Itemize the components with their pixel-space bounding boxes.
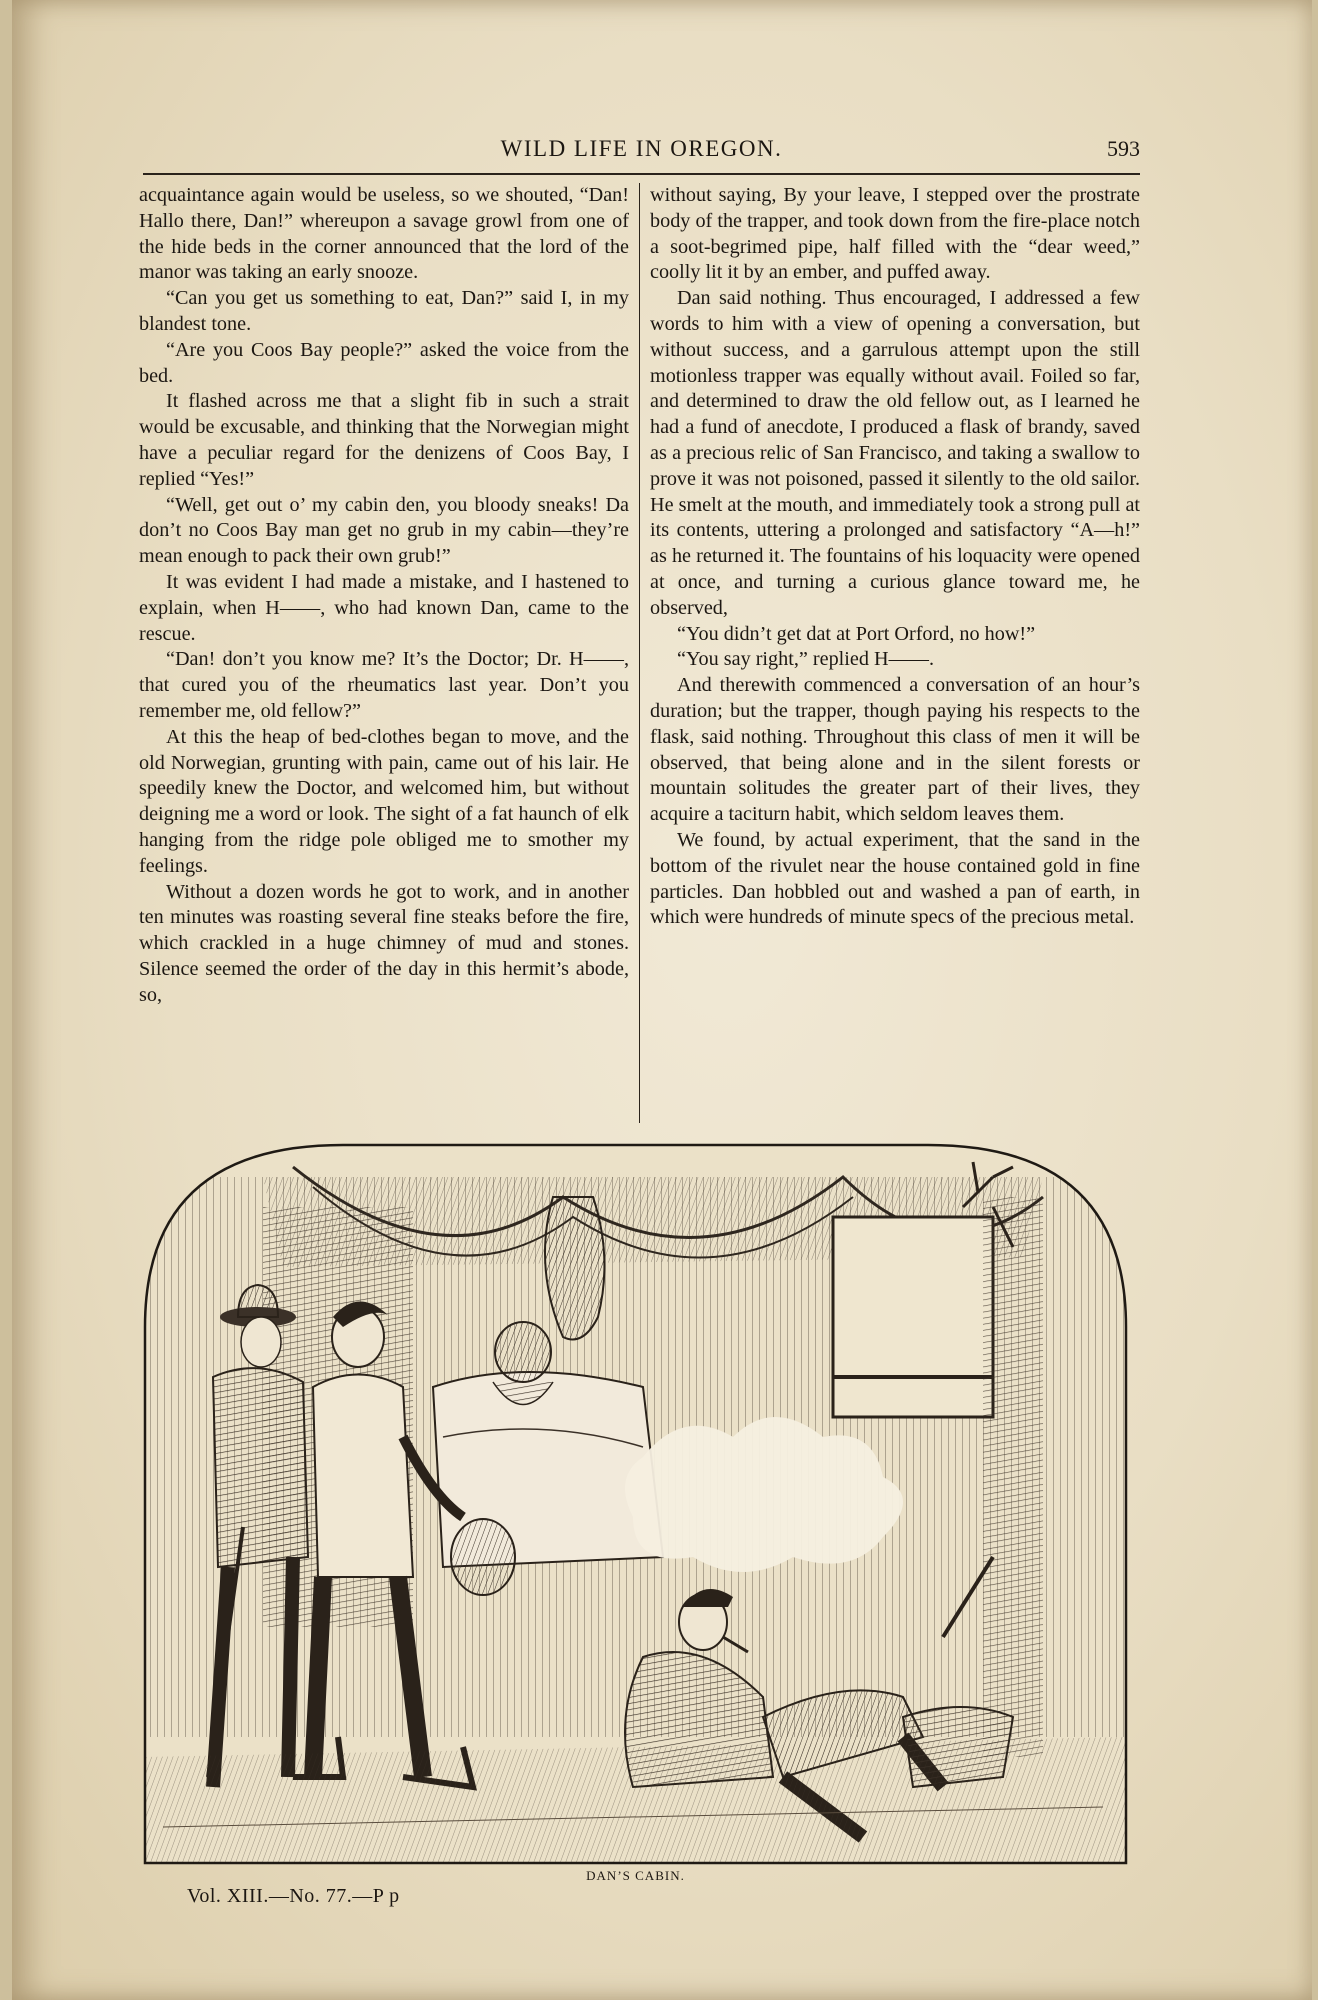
header-rule [143, 173, 1140, 175]
paragraph: It was evident I had made a mistake, and I hastened to explain, when H——, who had known Dan, came to the rescue. [139, 570, 629, 645]
paragraph: “Can you get us something to eat, Dan?” said I, in my blandest tone. [139, 287, 629, 335]
volume-signature: Vol. XIII.—No. 77.—P p [187, 1885, 400, 1907]
paragraph: It flashed across me that a slight fib in such a strait would be excusable, and thinking that the Norwegian might have a peculiar regard for the denizens of Coos Bay, I replied “Yes!” [139, 390, 629, 490]
paragraph: We found, by actual experiment, that the sand in the bottom of the rivulet near the house contained gold in fine particles. Dan hobbled out and washed a pan of earth, in which were hundreds of minute specs of the precious metal. [650, 828, 1140, 929]
paragraph: “Well, get out o’ my cabin den, you bloody sneaks! Da don’t no Coos Bay man get no grub in my cabin—they’re mean enough to pack their own grub!” [139, 493, 629, 568]
paragraph: Without a dozen words he got to work, and in another ten minutes was roasting several fine steaks before the fire, which crackled in a huge chimney of mud and stones. Silence seemed the order of the day in this hermit’s abode, so, [139, 880, 629, 1006]
paragraph: “Are you Coos Bay people?” asked the voice from the bed. [139, 338, 629, 387]
cabin-interior-engraving [143, 1137, 1128, 1865]
column-divider [639, 183, 640, 1123]
paragraph: without saying, By your leave, I stepped over the prostrate body of the trapper, and took down from the fire-place notch a soot-begrimed pipe, half filled with the “dear weed,” coolly lit it by an ember, and puffed away. [650, 184, 1140, 284]
paragraph: acquaintance again would be useless, so we shouted, “Dan! Hallo there, Dan!” whereupon a savage growl from one of the hide beds in the corner announced that the lord of the manor was taking an early snooze. [139, 184, 629, 284]
paragraph: “Dan! don’t you know me? It’s the Doctor; Dr. H——, that cured you of the rheumatics last year. Don’t you remember me, old fellow?” [139, 648, 629, 722]
running-head: WILD LIFE IN OREGON. [500, 136, 783, 161]
paragraph: “You didn’t get dat at Port Orford, no how!” [677, 622, 1036, 645]
illustration-caption: DAN’S CABIN. [586, 1868, 685, 1883]
paragraph: And therewith commenced a conversation of an hour’s duration; but the trapper, though paying his respects to the flask, said nothing. Throughout this class of men it will be observed, that being alone and in the silent forests or mountain solitudes the greater part of their lives, they acquire a taciturn habit, which seldom leaves them. [650, 674, 1140, 826]
page-number: 593 [1107, 136, 1140, 161]
page-header [143, 134, 1140, 174]
left-text-column [139, 183, 629, 1009]
paragraph: “You say right,” replied H——. [677, 648, 934, 671]
engraving-illustration [143, 1137, 1128, 1865]
paragraph: At this the heap of bed-clothes began to move, and the old Norwegian, grunting with pain, came out of his lair. He speedily knew the Doctor, and welcomed him, but without deigning me a word or look. The sight of a fat haunch of elk hanging from the ridge pole obliged me to smother my feelings. [139, 725, 629, 877]
right-text-column [650, 183, 1140, 931]
paragraph: Dan said nothing. Thus encouraged, I addressed a few words to him with a view of opening a conversation, but without success, and a garrulous attempt upon the still motionless trapper was equally without avail. Foiled so far, and determined to draw the old fellow out, as I learned he had a fund of anecdote, I produced a flask of brandy, saved as a precious relic of San Francisco, and taking a swallow to prove it was not poisoned, passed it silently to the old sailor. He smelt at the mouth, and immediately took a strong pull at its contents, uttering a prolonged and satisfactory “A—h!” as he returned it. The fountains of his loquacity were opened at once, and turning a curious glance toward me, he observed, [650, 287, 1141, 619]
